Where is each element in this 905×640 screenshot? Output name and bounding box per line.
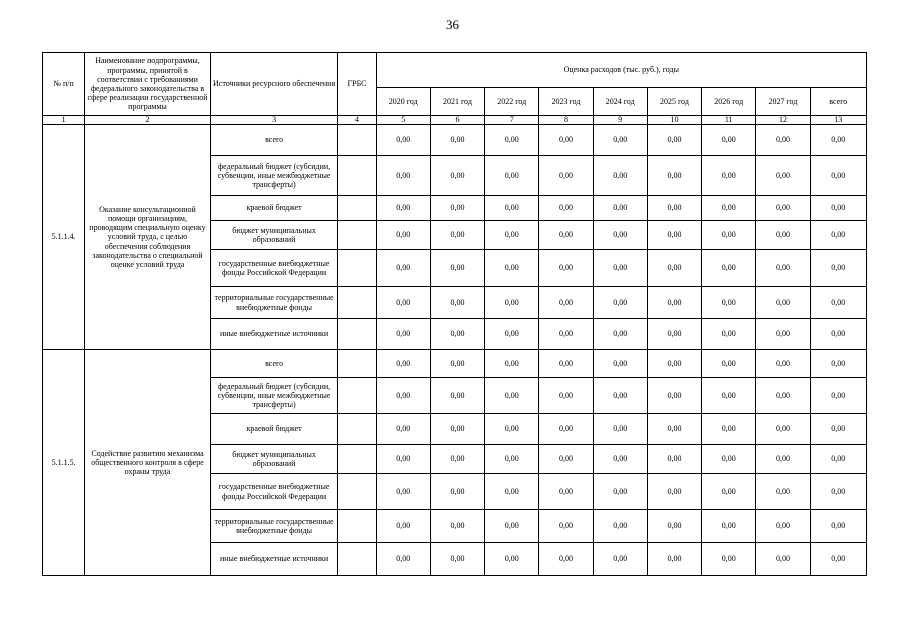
- value-cell: 0,00: [485, 510, 539, 543]
- value-cell: 0,00: [702, 250, 756, 287]
- funding-source: иные внебюджетные источники: [210, 319, 338, 350]
- value-cell: 0,00: [539, 196, 593, 221]
- value-cell: 0,00: [485, 250, 539, 287]
- funding-source: бюджет муниципальных образований: [210, 221, 338, 250]
- grbs-cell: [338, 510, 376, 543]
- column-number: 2: [85, 116, 211, 125]
- value-cell: 0,00: [539, 221, 593, 250]
- value-cell: 0,00: [647, 196, 701, 221]
- column-number: 12: [756, 116, 810, 125]
- value-cell: 0,00: [485, 414, 539, 445]
- value-cell: 0,00: [756, 378, 810, 414]
- column-number: 11: [702, 116, 756, 125]
- column-number: 1: [43, 116, 85, 125]
- grbs-cell: [338, 414, 376, 445]
- header-grbs: ГРБС: [338, 53, 376, 116]
- value-cell: 0,00: [430, 543, 484, 576]
- grbs-cell: [338, 543, 376, 576]
- value-cell: 0,00: [376, 510, 430, 543]
- value-cell: 0,00: [376, 414, 430, 445]
- value-cell: 0,00: [756, 445, 810, 474]
- value-cell: 0,00: [756, 474, 810, 510]
- grbs-cell: [338, 378, 376, 414]
- grbs-cell: [338, 287, 376, 319]
- value-cell: 0,00: [702, 474, 756, 510]
- value-cell: 0,00: [593, 196, 647, 221]
- value-cell: 0,00: [430, 221, 484, 250]
- value-cell: 0,00: [756, 543, 810, 576]
- header-year: 2023 год: [539, 88, 593, 116]
- value-cell: 0,00: [539, 319, 593, 350]
- value-cell: 0,00: [647, 445, 701, 474]
- value-cell: 0,00: [593, 287, 647, 319]
- value-cell: 0,00: [376, 156, 430, 196]
- grbs-cell: [338, 221, 376, 250]
- value-cell: 0,00: [376, 445, 430, 474]
- funding-source: иные внебюджетные источники: [210, 543, 338, 576]
- table-row: [43, 125, 867, 156]
- value-cell: 0,00: [485, 350, 539, 378]
- value-cell: 0,00: [593, 350, 647, 378]
- header-year: 2025 год: [647, 88, 701, 116]
- value-cell: 0,00: [593, 221, 647, 250]
- value-cell: 0,00: [702, 350, 756, 378]
- grbs-cell: [338, 350, 376, 378]
- value-cell: 0,00: [702, 287, 756, 319]
- value-cell: 0,00: [485, 474, 539, 510]
- value-cell: 0,00: [539, 414, 593, 445]
- page-number: 36: [446, 17, 459, 32]
- value-cell: 0,00: [430, 287, 484, 319]
- column-number: 8: [539, 116, 593, 125]
- value-cell: 0,00: [647, 156, 701, 196]
- value-cell: 0,00: [430, 125, 484, 156]
- value-cell: 0,00: [430, 378, 484, 414]
- value-cell: 0,00: [756, 156, 810, 196]
- value-cell: 0,00: [702, 156, 756, 196]
- value-cell: 0,00: [485, 319, 539, 350]
- value-cell: 0,00: [539, 125, 593, 156]
- header-name: Наименование подпрограммы, программы, принятой в соответствии с требованиями федерального законодательства в сфере реализации государственной программы: [85, 53, 211, 116]
- value-cell: 0,00: [810, 156, 866, 196]
- value-cell: 0,00: [810, 287, 866, 319]
- value-cell: 0,00: [539, 378, 593, 414]
- header-num: № п/п: [43, 53, 85, 116]
- item-name: Содействие развитию механизма общественного контроля в сфере охраны труда: [85, 350, 211, 576]
- value-cell: 0,00: [430, 156, 484, 196]
- value-cell: 0,00: [810, 250, 866, 287]
- value-cell: 0,00: [810, 125, 866, 156]
- column-number: 5: [376, 116, 430, 125]
- value-cell: 0,00: [376, 474, 430, 510]
- header-year: 2026 год: [702, 88, 756, 116]
- value-cell: 0,00: [539, 287, 593, 319]
- funding-source: территориальные государственные внебюджетные фонды: [210, 287, 338, 319]
- value-cell: 0,00: [539, 445, 593, 474]
- value-cell: 0,00: [647, 378, 701, 414]
- funding-source: бюджет муниципальных образований: [210, 445, 338, 474]
- value-cell: 0,00: [376, 350, 430, 378]
- value-cell: 0,00: [702, 445, 756, 474]
- value-cell: 0,00: [702, 414, 756, 445]
- value-cell: 0,00: [647, 543, 701, 576]
- header-year: 2021 год: [430, 88, 484, 116]
- column-number: 9: [593, 116, 647, 125]
- value-cell: 0,00: [756, 510, 810, 543]
- budget-table: [42, 52, 867, 576]
- funding-source: государственные внебюджетные фонды Российской Федерации: [210, 250, 338, 287]
- value-cell: 0,00: [702, 510, 756, 543]
- column-number: 10: [647, 116, 701, 125]
- value-cell: 0,00: [647, 510, 701, 543]
- value-cell: 0,00: [593, 445, 647, 474]
- value-cell: 0,00: [810, 350, 866, 378]
- grbs-cell: [338, 196, 376, 221]
- value-cell: 0,00: [647, 250, 701, 287]
- value-cell: 0,00: [430, 474, 484, 510]
- value-cell: 0,00: [647, 221, 701, 250]
- value-cell: 0,00: [430, 414, 484, 445]
- value-cell: 0,00: [756, 319, 810, 350]
- value-cell: 0,00: [647, 350, 701, 378]
- value-cell: 0,00: [702, 125, 756, 156]
- value-cell: 0,00: [810, 445, 866, 474]
- value-cell: 0,00: [539, 543, 593, 576]
- value-cell: 0,00: [539, 156, 593, 196]
- value-cell: 0,00: [485, 287, 539, 319]
- header-year: всего: [810, 88, 866, 116]
- value-cell: 0,00: [485, 445, 539, 474]
- value-cell: 0,00: [756, 287, 810, 319]
- value-cell: 0,00: [593, 474, 647, 510]
- value-cell: 0,00: [756, 196, 810, 221]
- value-cell: 0,00: [647, 287, 701, 319]
- value-cell: 0,00: [810, 414, 866, 445]
- value-cell: 0,00: [430, 510, 484, 543]
- value-cell: 0,00: [810, 319, 866, 350]
- value-cell: 0,00: [647, 474, 701, 510]
- value-cell: 0,00: [376, 221, 430, 250]
- value-cell: 0,00: [539, 474, 593, 510]
- value-cell: 0,00: [593, 156, 647, 196]
- value-cell: 0,00: [810, 378, 866, 414]
- funding-source: федеральный бюджет (субсидии, субвенции, иные межбюджетные трансферты): [210, 378, 338, 414]
- value-cell: 0,00: [430, 350, 484, 378]
- funding-source: краевой бюджет: [210, 196, 338, 221]
- value-cell: 0,00: [593, 510, 647, 543]
- value-cell: 0,00: [702, 543, 756, 576]
- value-cell: 0,00: [485, 125, 539, 156]
- column-number: 3: [210, 116, 338, 125]
- column-number: 13: [810, 116, 866, 125]
- value-cell: 0,00: [430, 196, 484, 221]
- value-cell: 0,00: [702, 378, 756, 414]
- value-cell: 0,00: [485, 378, 539, 414]
- value-cell: 0,00: [593, 543, 647, 576]
- value-cell: 0,00: [539, 250, 593, 287]
- column-number: 7: [485, 116, 539, 125]
- value-cell: 0,00: [810, 543, 866, 576]
- header-year: 2022 год: [485, 88, 539, 116]
- value-cell: 0,00: [756, 350, 810, 378]
- value-cell: 0,00: [756, 221, 810, 250]
- value-cell: 0,00: [810, 510, 866, 543]
- item-number: 5.1.1.5.: [43, 350, 85, 576]
- value-cell: 0,00: [430, 445, 484, 474]
- item-number: 5.1.1.4.: [43, 125, 85, 350]
- column-number: 4: [338, 116, 376, 125]
- value-cell: 0,00: [376, 543, 430, 576]
- value-cell: 0,00: [485, 196, 539, 221]
- header-estimate: Оценка расходов (тыс. руб.), годы: [376, 53, 866, 88]
- value-cell: 0,00: [647, 125, 701, 156]
- value-cell: 0,00: [376, 319, 430, 350]
- value-cell: 0,00: [430, 319, 484, 350]
- header-source: Источники ресурсного обеспечения: [210, 53, 338, 116]
- value-cell: 0,00: [756, 125, 810, 156]
- value-cell: 0,00: [430, 250, 484, 287]
- header-year: 2027 год: [756, 88, 810, 116]
- value-cell: 0,00: [702, 319, 756, 350]
- value-cell: 0,00: [810, 196, 866, 221]
- grbs-cell: [338, 125, 376, 156]
- header-year: 2020 год: [376, 88, 430, 116]
- funding-source: краевой бюджет: [210, 414, 338, 445]
- value-cell: 0,00: [702, 196, 756, 221]
- table-row: [43, 350, 867, 378]
- value-cell: 0,00: [810, 221, 866, 250]
- value-cell: 0,00: [539, 510, 593, 543]
- grbs-cell: [338, 250, 376, 287]
- value-cell: 0,00: [810, 474, 866, 510]
- value-cell: 0,00: [376, 378, 430, 414]
- funding-source: территориальные государственные внебюджетные фонды: [210, 510, 338, 543]
- grbs-cell: [338, 474, 376, 510]
- value-cell: 0,00: [647, 414, 701, 445]
- funding-source: всего: [210, 125, 338, 156]
- value-cell: 0,00: [593, 125, 647, 156]
- header-year: 2024 год: [593, 88, 647, 116]
- value-cell: 0,00: [376, 125, 430, 156]
- grbs-cell: [338, 319, 376, 350]
- value-cell: 0,00: [485, 221, 539, 250]
- value-cell: 0,00: [376, 196, 430, 221]
- grbs-cell: [338, 156, 376, 196]
- value-cell: 0,00: [485, 156, 539, 196]
- value-cell: 0,00: [376, 250, 430, 287]
- funding-source: федеральный бюджет (субсидии, субвенции, иные межбюджетные трансферты): [210, 156, 338, 196]
- value-cell: 0,00: [376, 287, 430, 319]
- value-cell: 0,00: [593, 378, 647, 414]
- value-cell: 0,00: [756, 414, 810, 445]
- value-cell: 0,00: [593, 414, 647, 445]
- grbs-cell: [338, 445, 376, 474]
- value-cell: 0,00: [756, 250, 810, 287]
- value-cell: 0,00: [593, 319, 647, 350]
- value-cell: 0,00: [485, 543, 539, 576]
- funding-source: государственные внебюджетные фонды Российской Федерации: [210, 474, 338, 510]
- value-cell: 0,00: [593, 250, 647, 287]
- item-name: Оказание консультационной помощи организациям, проводящим специальную оценку условий труда, с целью обеспечения соблюдения законодательства о специальной оценке условий труда: [85, 125, 211, 350]
- value-cell: 0,00: [702, 221, 756, 250]
- column-number: 6: [430, 116, 484, 125]
- value-cell: 0,00: [539, 350, 593, 378]
- funding-source: всего: [210, 350, 338, 378]
- value-cell: 0,00: [647, 319, 701, 350]
